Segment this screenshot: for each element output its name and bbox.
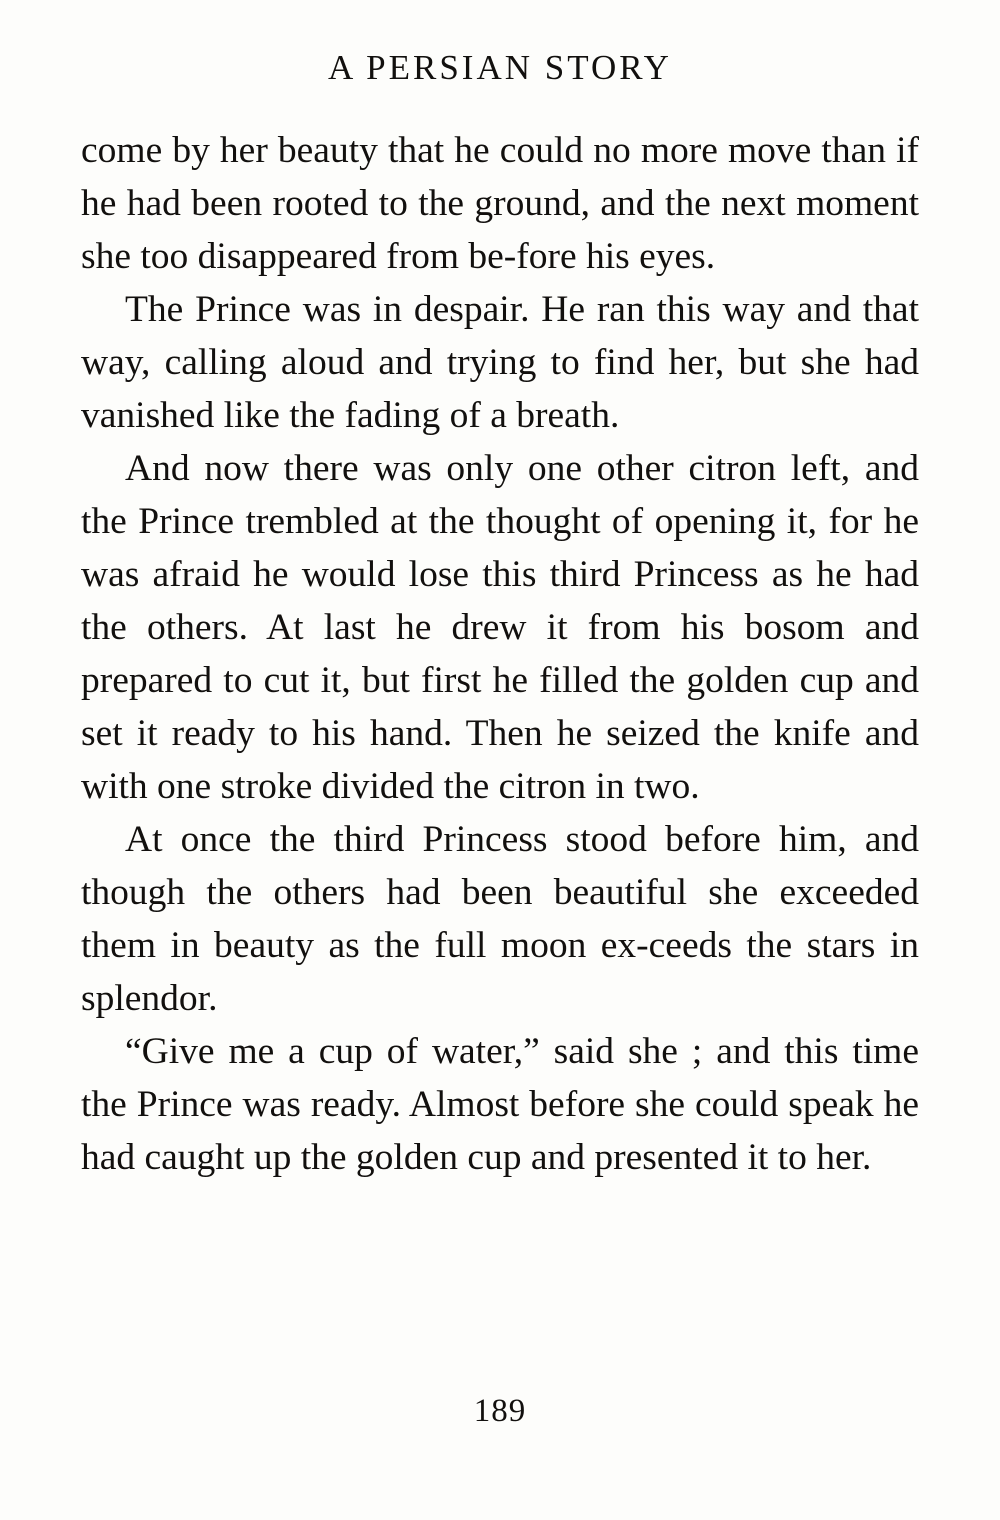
paragraph: And now there was only one other citron left, and the Prince trembled at the thought of opening it, for he was afraid he would lose this third Princess as he had the others. At last he drew it from his bosom and prepared to cut it, but first he filled the golden cup and set it ready to his hand. Then he seized the knife and with one stroke divided the citron in two. <box>81 448 919 807</box>
page-number: 189 <box>473 1393 527 1429</box>
page-running-head: A PERSIAN STORY <box>328 48 672 87</box>
paragraph: The Prince was in despair. He ran this way and that way, calling aloud and trying to find her, but she had vanished like the fading of a breath. <box>81 289 919 436</box>
paragraph: At once the third Princess stood before him, and though the others had been beautiful she exceeded them in beauty as the full moon ex-ceeds the stars in splendor. <box>81 819 919 1019</box>
page-body <box>81 124 919 1184</box>
paragraph: “Give me a cup of water,” said she ; and this time the Prince was ready. Almost before she could speak he had caught up the golden cup and presented it to her. <box>81 1031 919 1178</box>
paragraph: come by her beauty that he could no more move than if he had been rooted to the ground, and the next moment she too disappeared from be-fore his eyes. <box>81 130 919 277</box>
